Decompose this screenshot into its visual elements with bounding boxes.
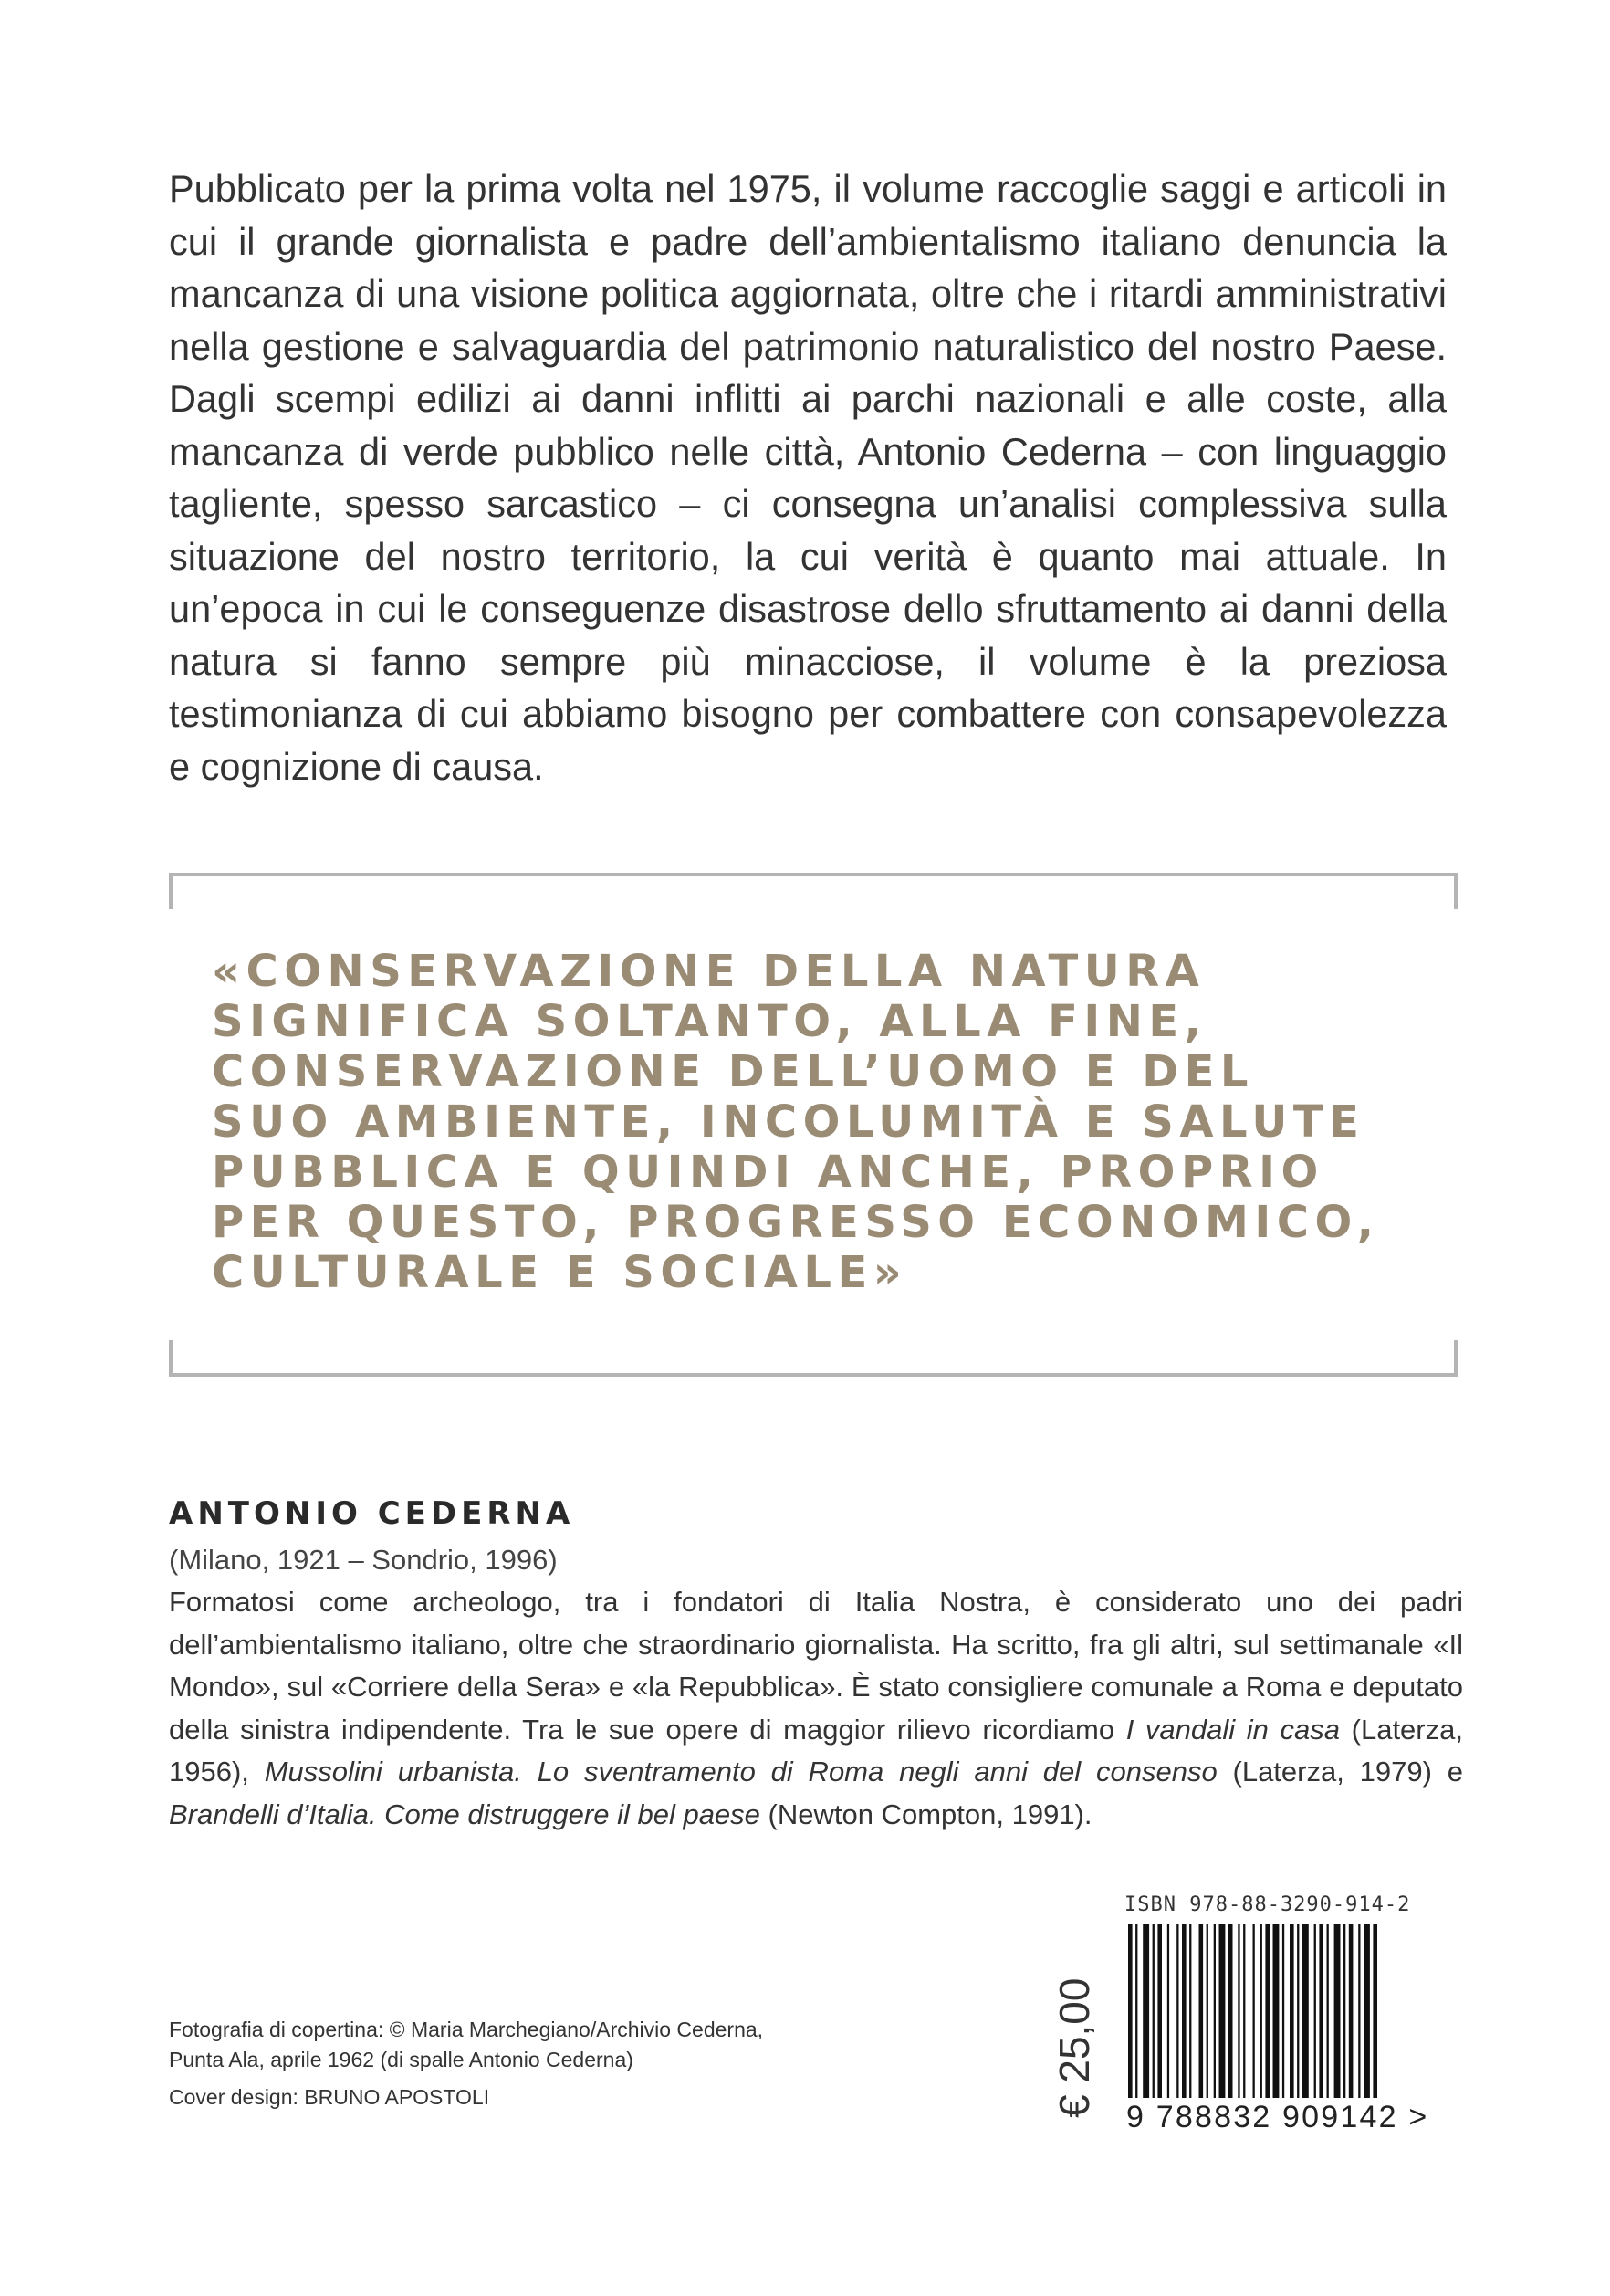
quote-line: PER QUESTO, PROGRESSO ECONOMICO, xyxy=(212,1197,1380,1248)
barcode-bar xyxy=(1253,1924,1255,2098)
quote-line: CULTURALE E SOCIALE» xyxy=(212,1247,908,1298)
photo-credit-line: Punta Ala, aprile 1962 (di spalle Antonio Cederna) xyxy=(169,2048,633,2071)
price-label: € 25,00 xyxy=(1051,1977,1098,2118)
bio-text: Formatosi come archeologo, tra i fondatori di Italia Nostra, è considerato uno dei padri dell’ambientalismo italiano, oltre che straordinario giornalista. Ha scritto, fra gli altri, sul settimanale «Il Mondo», sul «Corriere della Sera» e «la Repubblica». È stato consigliere comunale a Roma e deputato della sinistra indipendente. Tra le sue opere di maggior rilievo ricordiamo xyxy=(169,1586,1463,1746)
barcode-bar xyxy=(1214,1924,1216,2098)
barcode-bar xyxy=(1364,1924,1370,2098)
barcode-bar xyxy=(1243,1924,1245,2098)
barcode-bar xyxy=(1153,1924,1155,2098)
photo-credit-line: Fotografia di copertina: © Maria Marchegiano/Archivio Cederna, xyxy=(169,2018,764,2041)
barcode-bar xyxy=(1265,1924,1270,2098)
barcode-bar xyxy=(1273,1924,1280,2098)
barcode-bar xyxy=(1314,1924,1316,2098)
quote-line: PUBBLICA E QUINDI ANCHE, PROPRIO xyxy=(212,1147,1324,1198)
barcode-bar xyxy=(1157,1924,1162,2098)
barcode-bar xyxy=(1207,1924,1208,2098)
barcode-bar xyxy=(1297,1924,1299,2098)
barcode-bar xyxy=(1143,1924,1149,2098)
barcode-bar xyxy=(1290,1924,1294,2098)
bio-text: (Laterza, 1956), xyxy=(169,1713,1463,1788)
isbn-label: ISBN 978-88-3290-914-2 xyxy=(1124,1893,1411,1916)
barcode-bar xyxy=(1349,1924,1354,2098)
barcode-bar xyxy=(1228,1924,1233,2098)
barcode-bar xyxy=(1219,1924,1226,2098)
barcode-bar xyxy=(1358,1924,1360,2098)
author-name: ANTONIO CEDERNA xyxy=(169,1495,575,1532)
pull-quote xyxy=(212,947,1435,1298)
barcode-bar xyxy=(1302,1924,1309,2098)
author-biography xyxy=(169,1581,1463,1836)
bio-text: (Laterza, 1979) e xyxy=(1217,1756,1463,1788)
barcode-bar xyxy=(1176,1924,1178,2098)
barcode-bar xyxy=(1319,1924,1323,2098)
bio-work-title: I vandali in casa xyxy=(1125,1713,1341,1746)
quote-line: CONSERVAZIONE DELL’UOMO E DEL xyxy=(212,1046,1254,1097)
barcode-bar xyxy=(1128,1924,1133,2098)
quote-line: «CONSERVAZIONE DELLA NATURA xyxy=(212,946,1206,997)
barcode-bar xyxy=(1373,1924,1377,2098)
author-dates: (Milano, 1921 – Sondrio, 1996) xyxy=(169,1544,558,1576)
cover-design-credit: Cover design: BRUNO APOSTOLI xyxy=(169,2085,490,2109)
quote-line: SUO AMBIENTE, INCOLUMITÀ E SALUTE xyxy=(212,1096,1365,1148)
bio-work-title: Brandelli d’Italia. Come distruggere il bel paese xyxy=(169,1798,760,1830)
back-cover-blurb: Pubblicato per la prima volta nel 1975, il volume raccoglie saggi e articoli in cui il grande giornalista e padre dell’ambientalismo italiano denuncia la mancanza di una visione politica aggiornata, oltre che i ritardi amministrativi nella gestione e salvaguardia del patrimonio naturalistico del nostro Paese. Dagli scempi edilizi ai danni inflitti ai parchi nazionali e alle coste, alla mancanza di verde pubblico nelle città, Antonio Cederna – con linguaggio tagliente, spesso sarcastico – ci consegna un’analisi complessiva sulla situazione del nostro territorio, la cui verità è quanto mai attuale. In un’epoca in cui le conseguenze disastrose dello sfruttamento ai danni della natura si fanno sempre più minacciose, il volume è la preziosa testimonianza di cui abbiamo bisogno per combattere con consapevolezza e cognizione di causa. xyxy=(169,167,1447,788)
barcode-bar xyxy=(1327,1924,1329,2098)
barcode-bar xyxy=(1182,1924,1187,2098)
barcode-bar xyxy=(1282,1924,1284,2098)
quote-frame-top xyxy=(169,873,1458,909)
isbn-barcode xyxy=(1124,1924,1462,2098)
barcode-bar xyxy=(1189,1924,1191,2098)
barcode-bar xyxy=(1135,1924,1137,2098)
barcode-bar xyxy=(1343,1924,1345,2098)
barcode-bar xyxy=(1334,1924,1341,2098)
barcode-digits: 9 788832 909142 > xyxy=(1126,2100,1429,2134)
quote-frame-bottom xyxy=(169,1340,1458,1377)
barcode-bar xyxy=(1167,1924,1169,2098)
cover-credits xyxy=(169,2015,899,2113)
barcode-bar xyxy=(1260,1924,1262,2098)
barcode-bar xyxy=(1238,1924,1239,2098)
quote-line: SIGNIFICA SOLTANTO, ALLA FINE, xyxy=(212,996,1208,1047)
bio-work-title: Mussolini urbanista. Lo sventramento di Roma negli anni del consenso xyxy=(264,1756,1218,1788)
bio-text: (Newton Compton, 1991). xyxy=(759,1798,1092,1830)
barcode-bar xyxy=(1199,1924,1204,2098)
